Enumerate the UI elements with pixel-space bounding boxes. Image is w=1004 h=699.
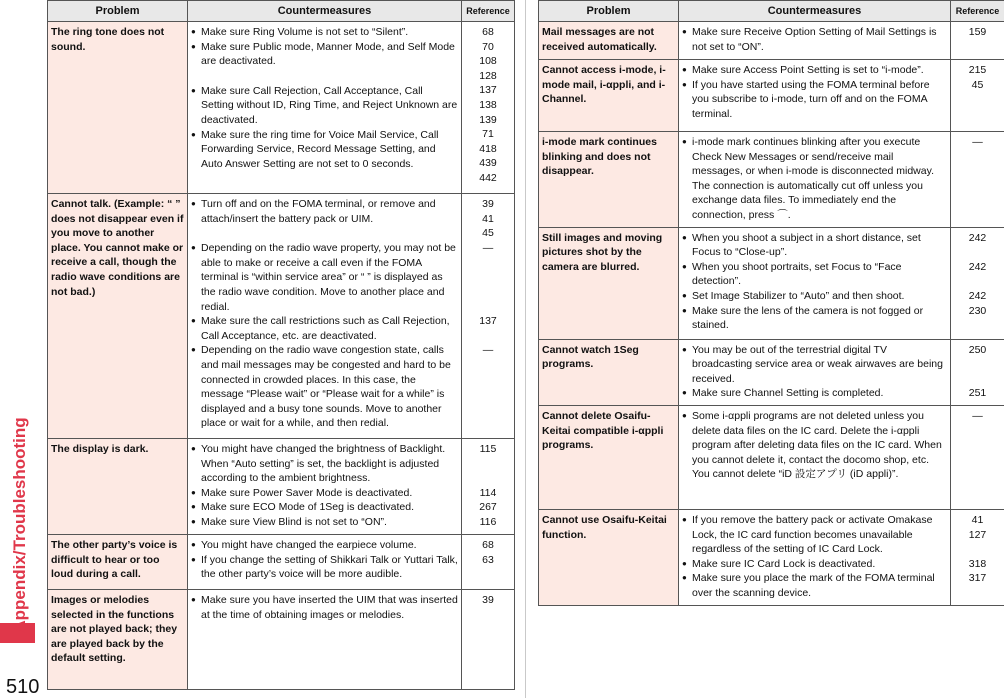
reference-page: 114 — [463, 486, 513, 501]
reference-page — [952, 372, 1003, 387]
header-countermeasures: Countermeasures — [188, 1, 462, 22]
reference-page: 108 — [463, 54, 513, 69]
countermeasure-item: ● i-mode mark continues blinking after you execute Check New Messages or send/receive mail messages, or when i-mode is disconnected midway. The connection is automatically cut off unless you exchange data files. To immediately end the connection, press ⌒. — [682, 135, 947, 223]
countermeasure-item: ● Make sure Access Point Setting is set to “i-mode”. — [682, 63, 947, 78]
countermeasure-item: ● If you change the setting of Shikkari Talk or Yuttari Talk, the other party’s voice will be more audible. — [191, 553, 458, 582]
section-title: Appendix/Troubleshooting — [10, 417, 30, 632]
reference-page: 159 — [952, 25, 1003, 40]
table-row — [48, 590, 515, 690]
reference-page: 230 — [952, 304, 1003, 319]
countermeasures-cell — [188, 22, 462, 194]
problem-cell: The other party’s voice is difficult to hear or too loud during a call. — [48, 535, 188, 590]
countermeasure-item: ● Depending on the radio wave congestion state, calls and mail messages may be congested and hard to be connected in crowded places. In this case, the message “Please wait” or “Please wait for a while” is displayed and a busy tone sounds. Move to another place or wait for a while, and then redial. — [191, 343, 458, 431]
troubleshooting-table-right — [538, 0, 1004, 606]
table-row — [539, 509, 1004, 605]
reference-page: 39 — [463, 593, 513, 608]
reference-page: 68 — [463, 538, 513, 553]
reference-page: — — [952, 409, 1003, 424]
countermeasures-cell — [679, 132, 951, 228]
spacer — [191, 226, 458, 241]
reference-page: 128 — [463, 69, 513, 84]
reference-page: 318 — [952, 557, 1003, 572]
countermeasure-item: ● Make sure Power Saver Mode is deactivated. — [191, 486, 458, 501]
reference-page: 63 — [463, 553, 513, 568]
reference-page — [463, 299, 513, 314]
reference-page: — — [463, 343, 513, 358]
reference-page: 116 — [463, 515, 513, 530]
countermeasures-cell — [188, 194, 462, 439]
reference-page: 115 — [463, 442, 513, 457]
spacer — [191, 69, 458, 84]
reference-page: 41 — [952, 513, 1003, 528]
reference-page: 137 — [463, 314, 513, 329]
reference-page: 41 — [463, 212, 513, 227]
countermeasure-item: ● If you have started using the FOMA terminal before you subscribe to i-mode, turn off and on the FOMA terminal. — [682, 78, 947, 122]
countermeasure-item: ● Make sure Receive Option Setting of Mail Settings is not set to “ON”. — [682, 25, 947, 54]
problem-cell: Cannot talk. (Example: “ ” does not disappear even if you move to another place. You cannot make or receive a call, though the radio wave conditions are not bad.) — [48, 194, 188, 439]
table-row — [48, 22, 515, 194]
troubleshooting-table-left — [47, 0, 515, 690]
reference-page: 139 — [463, 113, 513, 128]
table-header-row — [539, 1, 1004, 22]
reference-cell — [951, 405, 1004, 509]
countermeasure-item: ● When you shoot portraits, set Focus to “Face detection”. — [682, 260, 947, 289]
reference-cell — [951, 227, 1004, 339]
reference-page — [952, 274, 1003, 289]
table-row — [48, 194, 515, 439]
reference-page — [463, 328, 513, 343]
problem-cell: Cannot watch 1Seg programs. — [539, 339, 679, 405]
countermeasure-item: ● Make sure the lens of the camera is not fogged or stained. — [682, 304, 947, 333]
countermeasure-item: ● Make sure View Blind is not set to “ON”. — [191, 515, 458, 530]
problem-cell: Cannot use Osaifu-Keitai function. — [539, 509, 679, 605]
countermeasure-item: ● Make sure the call restrictions such as Call Rejection, Call Acceptance, etc. are deactivated. — [191, 314, 458, 343]
countermeasure-item: ● Make sure Channel Setting is completed. — [682, 386, 947, 401]
problem-cell: The ring tone does not sound. — [48, 22, 188, 194]
reference-cell — [462, 22, 515, 194]
reference-page: 138 — [463, 98, 513, 113]
countermeasure-item: ● Make sure the ring time for Voice Mail Service, Call Forwarding Service, Record Message Setting, and Auto Answer Setting are not set to 0 seconds. — [191, 128, 458, 172]
countermeasures-cell — [679, 60, 951, 132]
countermeasures-cell — [188, 439, 462, 535]
problem-cell: The display is dark. — [48, 439, 188, 535]
table-row — [539, 339, 1004, 405]
reference-page — [463, 457, 513, 472]
reference-page: 127 — [952, 528, 1003, 543]
reference-cell — [951, 339, 1004, 405]
reference-page — [952, 357, 1003, 372]
problem-cell: Cannot access i-mode, i-mode mail, i-αppli, and i-Channel. — [539, 60, 679, 132]
countermeasure-item: ● Make sure Ring Volume is not set to “Silent”. — [191, 25, 458, 40]
reference-cell — [462, 194, 515, 439]
table-row — [48, 439, 515, 535]
countermeasure-item: ● Depending on the radio wave property, you may not be able to make or receive a call even if the FOMA terminal is “within service area” or “ ” is displayed as the radio wave condition. Move to another place and redial. — [191, 241, 458, 314]
countermeasures-cell — [679, 22, 951, 60]
section-side-tab — [0, 0, 38, 698]
reference-page: 250 — [952, 343, 1003, 358]
countermeasure-item: ● You might have changed the earpiece volume. — [191, 538, 458, 553]
header-countermeasures: Countermeasures — [679, 1, 951, 22]
reference-page: 418 — [463, 142, 513, 157]
countermeasure-item: ● Make sure you have inserted the UIM that was inserted at the time of obtaining images or melodies. — [191, 593, 458, 622]
reference-page: 71 — [463, 127, 513, 142]
countermeasure-item: ● When you shoot a subject in a short distance, set Focus to “Close-up”. — [682, 231, 947, 260]
countermeasures-cell — [679, 405, 951, 509]
reference-page: 70 — [463, 40, 513, 55]
reference-page — [952, 542, 1003, 557]
countermeasure-item: ● Set Image Stabilizer to “Auto” and then shoot. — [682, 289, 947, 304]
problem-cell: Images or melodies selected in the functions are not played back; they are played back by the default setting. — [48, 590, 188, 690]
table-row — [539, 60, 1004, 132]
countermeasure-item: ● If you remove the battery pack or activate Omakase Lock, the IC card function becomes unavailable regardless of the setting of IC Card Lock. — [682, 513, 947, 557]
countermeasure-item: ● Make sure you place the mark of the FOMA terminal over the scanning device. — [682, 571, 947, 600]
column-divider — [525, 0, 526, 698]
reference-cell — [462, 590, 515, 690]
reference-page: — — [952, 135, 1003, 150]
table-row — [48, 535, 515, 590]
header-problem: Problem — [539, 1, 679, 22]
reference-page: 45 — [952, 78, 1003, 93]
reference-page: 39 — [463, 197, 513, 212]
problem-cell: Cannot delete Osaifu-Keitai compatible i-αppli programs. — [539, 405, 679, 509]
reference-page: 215 — [952, 63, 1003, 78]
reference-page — [952, 245, 1003, 260]
countermeasures-cell — [188, 590, 462, 690]
problem-cell: Mail messages are not received automatically. — [539, 22, 679, 60]
table-row — [539, 22, 1004, 60]
reference-page: 439 — [463, 156, 513, 171]
header-problem: Problem — [48, 1, 188, 22]
reference-page — [463, 285, 513, 300]
reference-page: 45 — [463, 226, 513, 241]
countermeasures-cell — [188, 535, 462, 590]
countermeasures-cell — [679, 509, 951, 605]
reference-cell — [951, 132, 1004, 228]
countermeasures-cell — [679, 339, 951, 405]
reference-page: 242 — [952, 289, 1003, 304]
reference-page: 251 — [952, 386, 1003, 401]
reference-page: 137 — [463, 83, 513, 98]
reference-cell — [951, 22, 1004, 60]
table-header-row — [48, 1, 515, 22]
countermeasure-item: ● Make sure Public mode, Manner Mode, and Self Mode are deactivated. — [191, 40, 458, 69]
reference-page: 317 — [952, 571, 1003, 586]
page-number: 510 — [6, 676, 39, 699]
table-row — [539, 405, 1004, 509]
header-reference: Reference — [462, 1, 515, 22]
countermeasure-item: ● You may be out of the terrestrial digital TV broadcasting service area or weak airwaves are being received. — [682, 343, 947, 387]
reference-page: — — [463, 241, 513, 256]
problem-cell: Still images and moving pictures shot by the camera are blurred. — [539, 227, 679, 339]
reference-cell — [462, 439, 515, 535]
reference-cell — [951, 509, 1004, 605]
reference-page: 68 — [463, 25, 513, 40]
countermeasure-item: ● Make sure IC Card Lock is deactivated. — [682, 557, 947, 572]
reference-page — [463, 255, 513, 270]
reference-page: 242 — [952, 231, 1003, 246]
countermeasure-item: ● Some i-αppli programs are not deleted unless you delete data files on the IC card. Delete the i-αppli program after deleting data files on the IC card. When you cannot delete it, contact the docomo shop, etc. You cannot delete “iD 設定アプリ (iD appli)”. — [682, 409, 947, 482]
reference-cell — [951, 60, 1004, 132]
reference-cell — [462, 535, 515, 590]
header-reference: Reference — [951, 1, 1004, 22]
countermeasure-item: ● Turn off and on the FOMA terminal, or remove and attach/insert the battery pack or UIM. — [191, 197, 458, 226]
reference-page: 242 — [952, 260, 1003, 275]
table-row — [539, 227, 1004, 339]
countermeasure-item: ● Make sure Call Rejection, Call Acceptance, Call Setting without ID, Ring Time, and Reject Unknown are deactivated. — [191, 84, 458, 128]
reference-page: 442 — [463, 171, 513, 186]
table-row — [539, 132, 1004, 228]
countermeasure-item: ● You might have changed the brightness of Backlight. When “Auto setting” is set, the backlight is adjusted according to the ambient brightness. — [191, 442, 458, 486]
countermeasures-cell — [679, 227, 951, 339]
reference-page — [463, 471, 513, 486]
reference-page: 267 — [463, 500, 513, 515]
problem-cell: i-mode mark continues blinking and does not disappear. — [539, 132, 679, 228]
reference-page — [463, 270, 513, 285]
countermeasure-item: ● Make sure ECO Mode of 1Seg is deactivated. — [191, 500, 458, 515]
